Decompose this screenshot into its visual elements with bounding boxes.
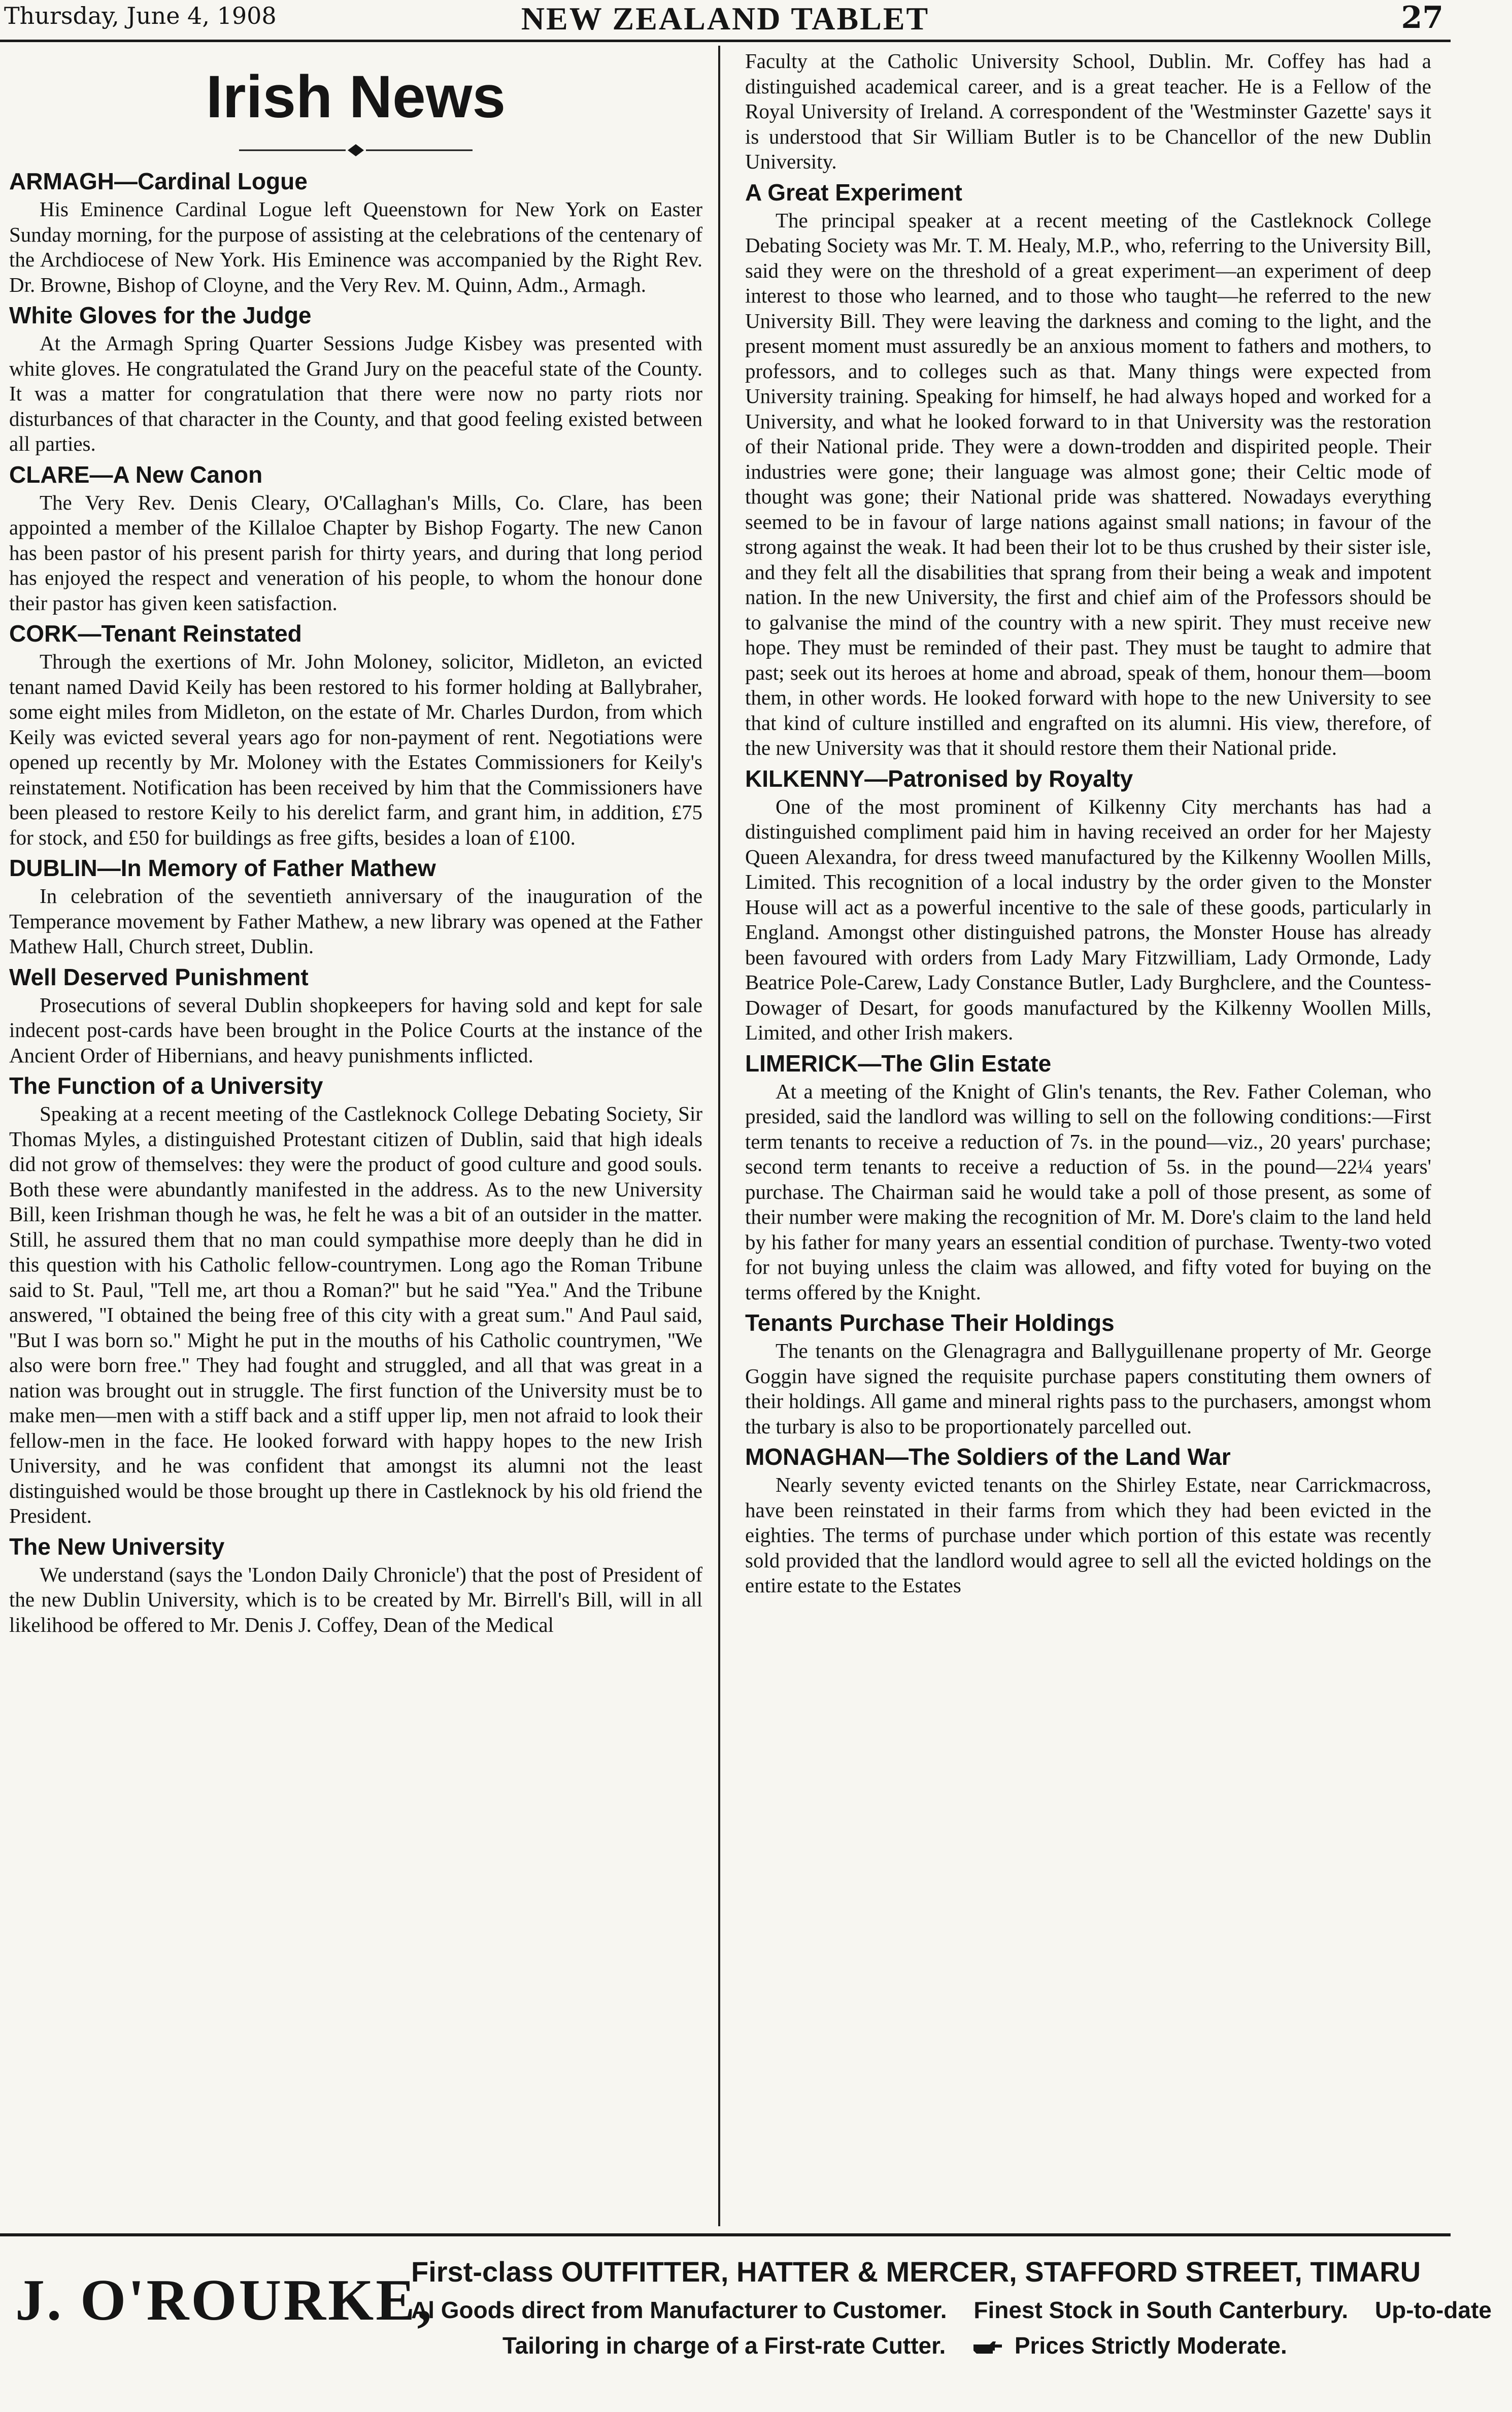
- article: [9, 1533, 702, 1638]
- article: [745, 765, 1431, 1046]
- right-articles: [745, 179, 1431, 1598]
- ad-line-1: First-class OUTFITTER, HATTER & MERCER, STAFFORD STREET, TIMARU: [411, 2256, 1421, 2288]
- ad-line-2b: Finest Stock in South Canterbury.: [973, 2297, 1349, 2323]
- right-column: [745, 49, 1431, 2221]
- article-heading: LIMERICK—The Glin Estate: [745, 1050, 1052, 1077]
- article: [9, 168, 702, 297]
- article-paragraph: The Very Rev. Denis Cleary, O'Callaghan's Mills, Co. Clare, has been appointed a member of the Killaloe Chapter by Bishop Fogarty. The new Canon has been pastor of his present parish for thirty years, and during that long period has enjoyed the respect and veneration of his people, to whom the honour done their pastor has given keen satisfaction.: [9, 490, 702, 615]
- article: [9, 620, 702, 850]
- article: [745, 1309, 1431, 1439]
- article-paragraph: In celebration of the seventieth anniversary of the inauguration of the Temperance movement by Father Mathew, a new library was opened at the Father Mathew Hall, Church street, Dublin.: [9, 884, 702, 958]
- article-paragraph: Speaking at a recent meeting of the Castleknock College Debating Society, Sir Thomas Myles, a distinguished Protestant citizen of Dublin, said that high ideals did not grow of themselves: they were the product of good culture and good souls. Both these were abundantly manifested in the address. As to the new University Bill, keen Irishman though he was, he felt he was a bit of an outsider in the matter. Still, he assured them that no man could sympathise more deeply than he did in this question with his Catholic fellow-countrymen. Long ago the Roman Tribune said to St. Paul, ''Tell me, art thou a Roman?'' but he said ''Yea.'' And the Tribune answered, ''I obtained the being free of this city with a great sum.'' And Paul said, ''But I was born so.'' Might he put in the mouths of his Catholic countrymen, ''We also were born free.'' They had fought and struggled, and all that was great in a nation was brought out in struggle. The first function of the University must be to make men—men with a stiff back and a stiff upper lip, men not afraid to look their fellow-men in the face. He looked forward with happy hopes to the new Irish University, and he was confident that amongst its alumni not the least distinguished would be those brought up there in Castleknock by his old friend the President.: [9, 1102, 702, 1527]
- article-paragraph: At the Armagh Spring Quarter Sessions Judge Kisbey was presented with white gloves. He congratulated the Grand Jury on the peaceful state of the County. It was a matter for congratulation that there were now no party riots nor disturbances of that character in the County, and that good feeling existed between all parties.: [9, 331, 702, 455]
- article: [745, 1443, 1431, 1598]
- left-column: [9, 49, 702, 2221]
- article-heading: Tenants Purchase Their Holdings: [745, 1310, 1115, 1336]
- article-paragraph: Prosecutions of several Dublin shopkeepers for having sold and kept for sale indecent post-cards have been brought in the Police Courts at the instance of the Ancient Order of Hibernians, and heavy punishments inflicted.: [9, 993, 702, 1067]
- article-heading: White Gloves for the Judge: [9, 302, 312, 328]
- advertisement-text: [411, 2252, 1492, 2363]
- ornament-divider: [9, 140, 702, 163]
- advertiser-name: J. O'ROURKE,: [15, 2268, 434, 2333]
- ad-line-2c: Up-to-date: [1374, 2297, 1492, 2323]
- left-articles: [9, 168, 702, 1637]
- page-number: 27: [1401, 0, 1443, 36]
- publication-title: NEW ZEALAND TABLET: [521, 1, 930, 37]
- article: [9, 854, 702, 959]
- article: [9, 302, 702, 457]
- article: [9, 963, 702, 1068]
- advertisement: [0, 2233, 1492, 2412]
- ad-line-3b: Prices Strictly Moderate.: [1014, 2332, 1287, 2359]
- article-paragraph: One of the most prominent of Kilkenny City merchants has had a distinguished compliment paid him in having received an order for her Majesty Queen Alexandra, for dress tweed manufactured by the Kilkenny Woollen Mills, Limited. This recognition of a local industry by the order given to the Monster House will act as a powerful incentive to the sale of these goods, particularly in England. Amongst other distinguished patrons, the Monster House has already been favoured with orders from Lady Mary Fitzwilliam, Lady Ormonde, Lady Beatrice Pole-Carew, Lady Constance Butler, Lady Burghclere, and the Countess-Dowager of Desart, for goods manufactured by the Kilkenny Woollen Mills, Limited, and other Irish makers.: [745, 794, 1431, 1044]
- page-header: [0, 0, 1451, 42]
- article-heading: CORK—Tenant Reinstated: [9, 620, 302, 647]
- ad-line-3: [411, 2328, 1441, 2363]
- column-divider: [718, 46, 720, 2226]
- article-paragraph: His Eminence Cardinal Logue left Queenstown for New York on Easter Sunday morning, for the purpose of assisting at the celebrations of the centenary of the Archdiocese of New York. His Eminence was accompanied by the Right Rev. Dr. Browne, Bishop of Cloyne, and the Very Rev. M. Quinn, Adm., Armagh.: [9, 197, 702, 296]
- section-title: Irish News: [206, 63, 506, 130]
- article-paragraph: Through the exertions of Mr. John Moloney, solicitor, Midleton, an evicted tenant named David Keily has been restored to his former holding at Ballybraher, some eight miles from Midleton, on the estate of Mr. Charles Durdon, from which Keily was evicted several years ago for non-payment of rent. Negotiations were opened up recently by Mr. Moloney with the Estates Commissioners for Keily's reinstatement. Notification has been received by him that the Commissioners have been pleased to restore Keily to his derelict farm, and grant him, in addition, £75 for stock, and £50 for buildings as free gifts, besides a loan of £100.: [9, 650, 702, 849]
- article-heading: A Great Experiment: [745, 179, 962, 206]
- article-heading: Well Deserved Punishment: [9, 963, 309, 990]
- article-paragraph: Nearly seventy evicted tenants on the Shirley Estate, near Carrickmacross, have been reinstated in their farms from which they had been evicted in the eighties. The terms of purchase under which portion of this estate was recently sold provided that the landlord would agree to sell all the evicted holdings on the entire estate to the Estates: [745, 1473, 1431, 1597]
- article-heading: CLARE—A New Canon: [9, 461, 263, 488]
- continued-paragraph: Faculty at the Catholic University School, Dublin. Mr. Coffey has had a distinguished academical career, and is a great teacher. He is a Fellow of the Royal University of Ireland. A correspondent of the 'Westminster Gazette' says it is understood that Sir William Butler is to be Chancellor of the new Dublin University.: [745, 49, 1431, 173]
- pointing-hand-icon: [972, 2340, 1003, 2355]
- article-heading: KILKENNY—Patronised by Royalty: [745, 765, 1133, 792]
- diamond-rule-icon: [229, 140, 483, 160]
- article-heading: The New University: [9, 1533, 225, 1560]
- article: [745, 179, 1431, 761]
- article-heading: ARMAGH—Cardinal Logue: [9, 168, 308, 194]
- article: [745, 1050, 1431, 1305]
- article-heading: MONAGHAN—The Soldiers of the Land War: [745, 1444, 1231, 1470]
- article-paragraph: The tenants on the Glenagragra and Ballyguillenane property of Mr. George Goggin have signed the requisite purchase papers constituting them owners of their holdings. All game and mineral rights pass to the purchasers, amongst whom the turbary is also to be proportionately parcelled out.: [745, 1339, 1431, 1438]
- article-paragraph: At a meeting of the Knight of Glin's tenants, the Rev. Father Coleman, who presided, said the landlord was willing to sell on the following conditions:—First term tenants to receive a reduction of 7s. in the pound—viz., 20 years' purchase; second term tenants to receive a reduction of 5s. in the pound—22¼ years' purchase. The Chairman said he would take a poll of those present, as some of their number were making the recognition of Mr. M. Dore's claim to the land held by his father for many years an essential condition of purchase. Twenty-two voted for not buying unless the claim was allowed, and fifty voted for buying on the terms offered by the Knight.: [745, 1079, 1431, 1304]
- article: [9, 461, 702, 616]
- issue-date: Thursday, June 4, 1908: [4, 2, 277, 29]
- ad-line-2: [411, 2292, 1492, 2328]
- ad-line-3a: Tailoring in charge of a First-rate Cutter.: [502, 2332, 946, 2359]
- article-paragraph: We understand (says the 'London Daily Chronicle') that the post of President of the new Dublin University, which is to be created by Mr. Birrell's Bill, will in all likelihood be offered to Mr. Denis J. Coffey, Dean of the Medical: [9, 1562, 702, 1636]
- article-paragraph: The principal speaker at a recent meeting of the Castleknock College Debating Society was Mr. T. M. Healy, M.P., who, referring to the University Bill, said they were on the threshold of a great experiment—an experiment of deep interest to those who learned, and to those who taught—he referred to the new University Bill. They were leaving the darkness and coming to the light, and the present moment must assuredly be an anxious moment to fathers and mothers, to professors, and to colleges such as that. Many things were expected from University training. Speaking for himself, he had always hoped and worked for a University, and what he looked forward to in that University was the restoration of their National pride. They were a down-trodden and dispirited people. Their industries were gone; their language was almost gone; their Celtic mode of thought was gone; their National pride was shattered. Nowadays everything seemed to be in favour of large nations against small nations; in favour of the strong against the weak. It had been their lot to be thus crushed by their sister isle, and they felt all the disabilities that sprang from their being a weak and impotent nation. In the new University, the first and chief aim of the Professors should be to galvanise the mind of the country with a new spirit. They must receive new hope. They must be reminded of their past. They must be taught to admire that past; seek out its heroes at home and abroad, speak of them, honour them—boom them, in other words. He looked forward with hope to the new University to see that kind of culture instilled and engrafted on its alumni. His view, therefore, of the new University was that it should restore them their National pride.: [745, 208, 1431, 759]
- ad-line-2a: Al Goods direct from Manufacturer to Customer.: [411, 2297, 947, 2323]
- article-heading: DUBLIN—In Memory of Father Mathew: [9, 855, 436, 881]
- article: [9, 1072, 702, 1529]
- article-heading: The Function of a University: [9, 1073, 323, 1099]
